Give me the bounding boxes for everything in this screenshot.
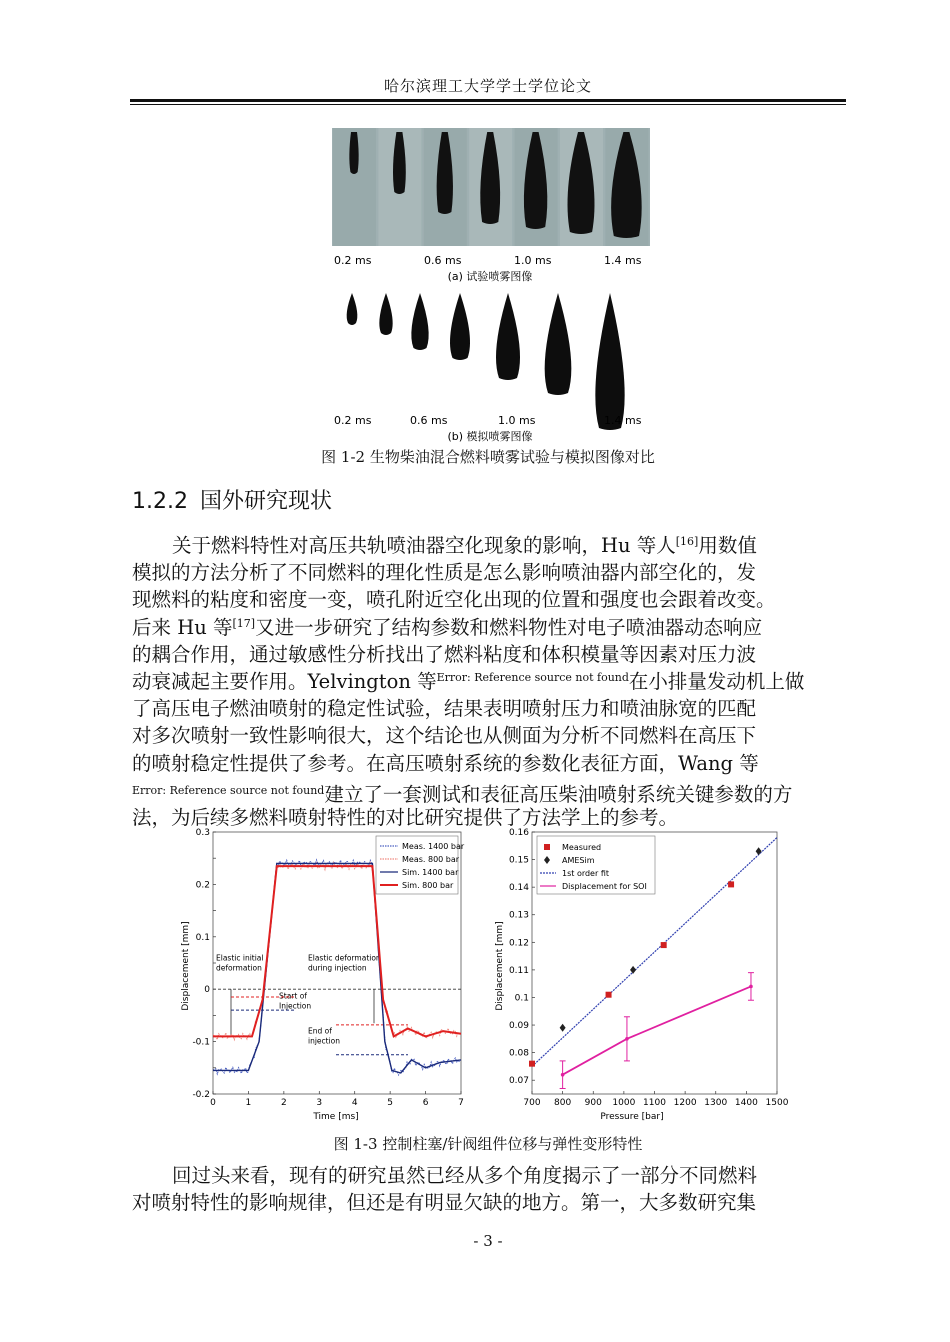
simulated-plume (411, 293, 428, 350)
paragraph-line: 的喷射稳定性提供了参考。在高压喷射系统的参数化表征方面，Wang 等 (132, 751, 759, 775)
simulated-plume (347, 293, 358, 325)
simulated-plume (595, 293, 624, 430)
section-heading (132, 484, 332, 515)
section-number: 1.2.2 (132, 489, 188, 514)
legend-label: Sim. 800 bar (402, 881, 454, 890)
x-tick-label: 3 (316, 1098, 323, 1108)
x-tick-label: 1400 (734, 1098, 758, 1108)
y-tick-label: 0.08 (508, 1048, 529, 1059)
simulated-plume (379, 293, 392, 335)
legend-label: Meas. 1400 bar (402, 842, 465, 851)
x-tick-label: 700 (523, 1098, 541, 1108)
paragraph-line: 了高压电子燃油喷射的稳定性试验，结果表明喷射压力和喷油脉宽的匹配 (132, 697, 757, 721)
simulated-plume (450, 293, 470, 360)
header-rule-thin (130, 104, 846, 105)
soi-point (749, 985, 753, 989)
amesim-point (560, 1024, 566, 1032)
paragraph-line: 对多次喷射一致性影响很大，这个结论也从侧面为分析不同燃料在高压下 (132, 724, 757, 748)
y-tick-label: 0.14 (508, 883, 529, 894)
y-tick-label: 0.1 (514, 993, 529, 1004)
figure-1-2-caption: 图 1-2 生物柴油混合燃料喷雾试验与模拟图像对比 (321, 448, 655, 466)
paragraph-2 (132, 1162, 848, 1216)
paragraph-line: 关于燃料特性对高压共轨喷油器空化现象的影响，Hu 等人[16]用数值 (172, 534, 757, 557)
x-tick-label: 900 (584, 1098, 602, 1108)
soi-point (561, 1073, 565, 1077)
measured-point (606, 992, 612, 998)
paragraph-line: $^{Error: Reference source not found}$建立了一套测试和表征高压柴油喷射系统关键参数的方 (132, 782, 793, 806)
x-tick-label: 5 (387, 1098, 394, 1108)
x-tick-label: 1100 (643, 1098, 666, 1108)
annotation-text: Start of (279, 991, 307, 1001)
page-number: - 3 - (473, 1232, 503, 1250)
paragraph-line: 对喷射特性的影响规律，但还是有明显欠缺的地方。第一，大多数研究集 (132, 1191, 757, 1215)
legend-label: Measured (562, 843, 602, 852)
annotation-text: Elastic initial (216, 953, 264, 963)
annotation-text: Injection (279, 1001, 312, 1011)
y-axis-label: Displacement [mm] (181, 921, 191, 1011)
simulated-spray-row (347, 293, 625, 430)
paragraph-line: 法，为后续多燃料喷射特性的对比研究提供了方法学上的参考。 (132, 805, 679, 829)
y-tick-label: 0.13 (508, 910, 529, 921)
annotation-text: during injection (308, 963, 367, 973)
annotation-text: End of (308, 1026, 332, 1036)
x-tick-label: 6 (422, 1098, 429, 1108)
paragraph-line: 模拟的方法分析了不同燃料的理化性质是怎么影响喷油器内部空化的，发 (132, 561, 757, 585)
row-a-label-4: 1.4 ms (604, 254, 642, 267)
x-tick-label: 1200 (673, 1098, 697, 1108)
reference-error: Error: Reference source not found (436, 670, 629, 684)
amesim-point (756, 847, 762, 855)
soi-line (563, 986, 751, 1074)
x-tick-label: 800 (554, 1098, 572, 1108)
row-a-caption: (a) 试验喷雾图像 (447, 270, 533, 283)
soi-point (625, 1037, 629, 1041)
displacement-time-chart (176, 826, 476, 1126)
x-axis-label: Pressure [bar] (600, 1112, 664, 1122)
y-tick-label: -0.1 (192, 1037, 210, 1048)
row-a-label-1: 0.2 ms (334, 254, 372, 267)
header-rule-thick (130, 99, 846, 102)
legend-label: Sim. 1400 bar (402, 868, 459, 877)
y-tick-label: 0.2 (195, 880, 210, 891)
annotation-text: deformation (216, 963, 262, 973)
x-tick-label: 1300 (704, 1098, 728, 1108)
legend-label: Displacement for SOI (562, 882, 647, 891)
measured-point (661, 942, 667, 948)
annotation-text: Elastic deformation (308, 953, 381, 963)
y-tick-label: 0.11 (508, 965, 529, 976)
measured-point (529, 1061, 535, 1067)
row-b-caption: (b) 模拟喷雾图像 (447, 430, 533, 443)
x-tick-label: 0 (210, 1098, 216, 1108)
paragraph-line: 动衰减起主要作用。Yelvington 等$^{Error: Reference source not found}$在小排量发动机上做 (132, 669, 805, 693)
x-tick-label: 1000 (612, 1098, 636, 1108)
y-tick-label: 0.16 (508, 828, 529, 838)
spray-plume (349, 132, 358, 174)
x-tick-label: 1 (245, 1098, 252, 1108)
reference-error: Error: Reference source not found (132, 783, 325, 797)
x-tick-label: 7 (458, 1098, 464, 1108)
figure-1-3-caption: 图 1-3 控制柱塞/针阀组件位移与弹性变形特性 (333, 1135, 643, 1153)
paragraph-line: 的耦合作用，通过敏感性分析找出了燃料粘度和体积模量等因素对压力波 (132, 642, 757, 666)
legend-label: Meas. 800 bar (402, 855, 460, 864)
x-tick-label: 4 (351, 1098, 358, 1108)
paragraph-line: 后来 Hu 等[17]又进一步研究了结构参数和燃料物性对电子喷油器动态响应 (132, 615, 763, 639)
y-axis-label: Displacement [mm] (495, 921, 505, 1011)
spray-figure (320, 128, 660, 446)
y-tick-label: 0.1 (195, 932, 210, 943)
y-tick-label: 0.12 (508, 938, 529, 949)
y-tick-label: 0.15 (508, 855, 529, 866)
x-axis-label: Time [ms] (313, 1112, 359, 1122)
y-tick-label: 0.09 (508, 1021, 529, 1032)
row-b-label-4: 1.4 ms (604, 414, 642, 427)
row-a-label-2: 0.6 ms (424, 254, 462, 267)
y-tick-label: 0.3 (195, 828, 210, 838)
paragraph-1 (132, 532, 848, 831)
experimental-spray-row (332, 128, 650, 246)
paragraph-line: 回过头来看，现有的研究虽然已经从多个角度揭示了一部分不同燃料 (172, 1164, 758, 1187)
paragraph-line: 现燃料的粘度和密度一变，喷孔附近空化出现的位置和强度也会跟着改变。 (132, 588, 776, 612)
row-b-label-3: 1.0 ms (498, 414, 536, 427)
page-header: 哈尔滨理工大学学士学位论文 (383, 77, 592, 95)
section-title: 国外研究现状 (199, 489, 332, 514)
simulated-plume (496, 293, 520, 380)
row-b-label-1: 0.2 ms (334, 414, 372, 427)
legend-swatch (544, 844, 550, 850)
amesim-point (630, 966, 636, 974)
measured-point (728, 881, 734, 887)
legend-label: 1st order fit (562, 869, 609, 878)
simulated-plume (545, 293, 572, 395)
displacement-pressure-chart (492, 826, 792, 1126)
legend-label: AMESim (562, 856, 595, 865)
y-tick-label: 0 (204, 985, 210, 996)
x-tick-label: 1500 (765, 1098, 789, 1108)
annotation-text: injection (308, 1036, 341, 1046)
row-a-label-3: 1.0 ms (514, 254, 552, 267)
y-tick-label: 0.07 (508, 1076, 529, 1087)
y-tick-label: -0.2 (192, 1090, 210, 1100)
x-tick-label: 2 (280, 1098, 287, 1108)
row-b-label-2: 0.6 ms (410, 414, 448, 427)
